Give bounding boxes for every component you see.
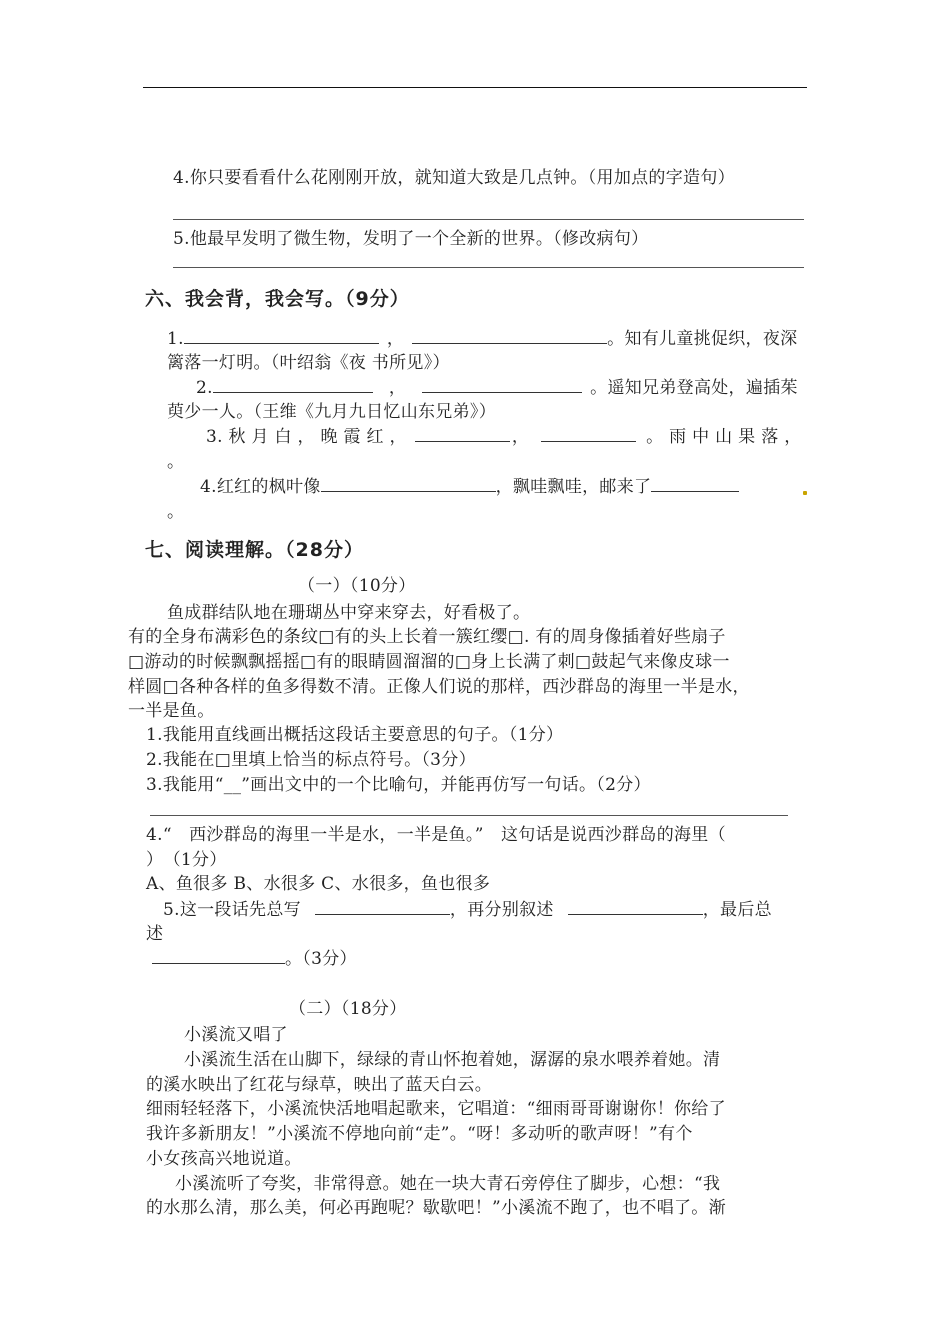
blank[interactable] (184, 327, 379, 344)
recite-1-number: 1. (167, 329, 184, 349)
answer-line-q3 (150, 815, 788, 816)
section-6-title: 六、我会背，我会写。（9分） (145, 288, 410, 310)
recite-line-3 (206, 425, 802, 449)
recite-3-tail: 。 雨 中 山 果 落 ， (646, 427, 802, 447)
passage-2-line: 小女孩高兴地说道。 (146, 1149, 302, 1169)
recite-line-1 (167, 327, 797, 351)
passage-1-question-2: 2.我能在□里填上恰当的标点符号。（3分） (146, 750, 476, 770)
recite-4-head: 4.红红的枫叶像 (200, 477, 321, 497)
passage-1-title: （一）（10分） (298, 576, 416, 596)
recite-3-head: 3. 秋 月 白 ， 晚 霞 红 ， (206, 427, 407, 447)
section-7-title: 七、阅读理解。（28分） (145, 539, 364, 561)
q5-mid: ，再分别叙述 (449, 900, 554, 920)
blank[interactable] (568, 898, 703, 915)
passage-1-question-5 (163, 898, 772, 922)
recite-1-tail: 。知有儿童挑促织，夜深 (607, 329, 798, 349)
blank[interactable] (315, 898, 450, 915)
passage-1-question-4: 4.“ 西沙群岛的海里一半是水，一半是鱼。” 这句话是说西沙群岛的海里（ (146, 825, 726, 845)
recite-2-tail: 。遥知兄弟登高处，遍插茱 (590, 378, 798, 398)
passage-1-question-4-options: A、鱼很多 B、水很多 C、水很多，鱼也很多 (146, 874, 491, 894)
passage-1-question-1: 1.我能用直线画出概括这段话主要意思的句子。（1分） (146, 725, 564, 745)
q5-head: 5.这一段话先总写 (163, 900, 301, 920)
passage-1-line: 一半是鱼。 (128, 701, 215, 721)
q5-tail: ，最后总 (702, 900, 772, 920)
passage-1-line: 样圆□各种各样的鱼多得数不清。正像人们说的那样，西沙群岛的海里一半是水， (128, 677, 750, 697)
passage-1-question-5-end (152, 947, 357, 971)
recite-4-mid: ，飘哇飘哇，邮来了 (495, 477, 652, 497)
comma: ， (386, 329, 405, 349)
blank[interactable] (152, 947, 285, 964)
passage-1-line: 有的全身布满彩色的条纹□有的头上长着一簇红缨□. 有的周身像插着好些扇子 (128, 627, 726, 647)
passage-2-title: （二）（18分） (289, 999, 407, 1019)
q5-points: 。（3分） (285, 949, 357, 969)
passage-2-line: 小溪流生活在山脚下，绿绿的青山怀抱着她，潺潺的泉水喂养着她。清 (184, 1050, 721, 1070)
passage-1-question-5-cont: 述 (146, 924, 164, 944)
comma: ， (388, 378, 407, 398)
passage-1-line: 鱼成群结队地在珊瑚丛中穿来穿去，好看极了。 (167, 603, 531, 623)
passage-2-line: 小溪流听了夸奖，非常得意。她在一块大青石旁停住了脚步，心想：“我 (175, 1174, 721, 1194)
answer-line-5 (173, 267, 804, 268)
yellow-mark (803, 491, 807, 495)
blank[interactable] (651, 475, 739, 492)
blank[interactable] (213, 376, 373, 393)
recite-2-number: 2. (196, 378, 213, 398)
passage-2-line: 小溪流又唱了 (184, 1025, 288, 1045)
passage-2-line: 细雨轻轻落下，小溪流快活地唱起歌来，它唱道：“细雨哥哥谢谢你！你给了 (146, 1099, 726, 1119)
recite-line-1-source: 篱落一灯明。（叶绍翁《夜 书所见》） (167, 353, 450, 373)
passage-2-line: 的溪水映出了红花与绿草，映出了蓝天白云。 (146, 1075, 492, 1095)
recite-line-4 (200, 475, 739, 499)
question-5: 5.他最早发明了微生物，发明了一个全新的世界。（修改病句） (173, 229, 649, 249)
passage-2-line: 我许多新朋友！”小溪流不停地向前“走”。“呀！多动听的歌声呀！”有个 (146, 1124, 693, 1144)
blank[interactable] (321, 475, 496, 492)
passage-1-question-3: 3.我能用“__”画出文中的一个比喻句，并能再仿写一句话。（2分） (146, 775, 651, 795)
blank[interactable] (541, 425, 636, 442)
recite-line-2 (196, 376, 798, 400)
recite-line-2-source: 萸少一人。（王维《九月九日忆山东兄弟》） (167, 402, 496, 422)
recite-line-4-end: 。 (167, 502, 185, 522)
passage-1-line: □游动的时候飘飘摇摇□有的眼睛圆溜溜的□身上长满了刺□鼓起气来像皮球一 (128, 652, 730, 672)
blank[interactable] (422, 376, 582, 393)
passage-1-question-4-end: ） （1分） (146, 850, 227, 870)
header-rule (143, 87, 807, 88)
blank[interactable] (415, 425, 510, 442)
question-4: 4.你只要看看什么花刚刚开放，就知道大致是几点钟。（用加点的字造句） (173, 168, 735, 188)
answer-line-4 (173, 219, 804, 220)
passage-2-line: 的水那么清，那么美，何必再跑呢？歇歇吧！”小溪流不跑了，也不唱了。渐 (146, 1198, 726, 1218)
blank[interactable] (412, 327, 607, 344)
comma: ， (511, 427, 530, 447)
recite-line-3-end: 。 (167, 452, 185, 472)
